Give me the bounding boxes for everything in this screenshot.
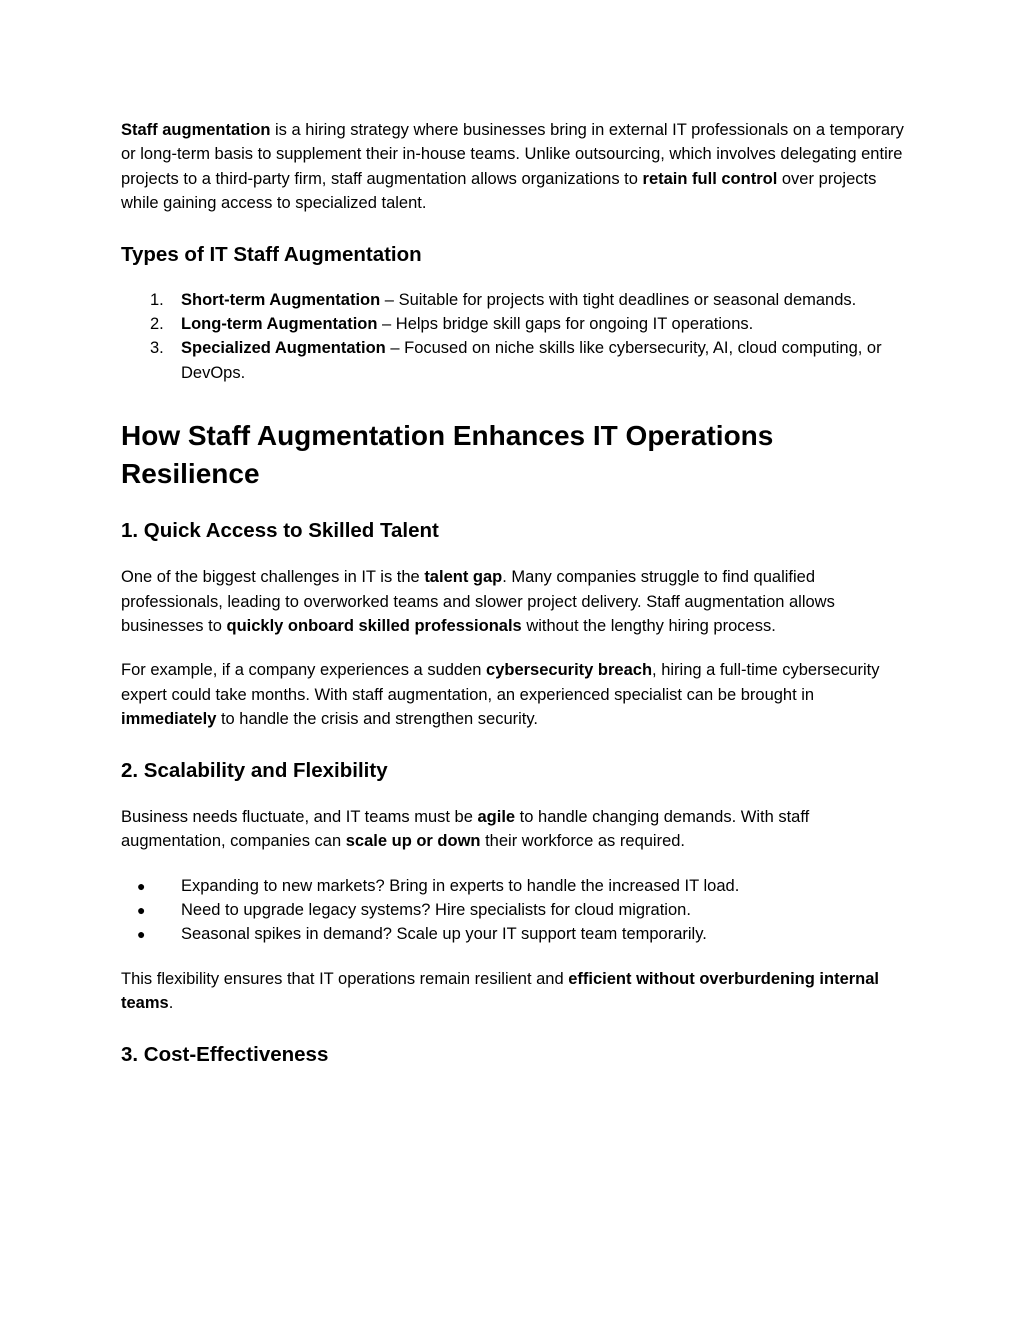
types-heading: Types of IT Staff Augmentation [121, 242, 422, 266]
section1-paragraph-1: One of the biggest challenges in IT is the talent gap. Many companies struggle to find qualified professionals, leading to overworked teams and slower project delivery. Staff augmentation allows businesses to quickly onboard skilled professionals without the lengthy hiring process. [121, 568, 835, 636]
list-item: ● Need to upgrade legacy systems? Hire specialists for cloud migration. [121, 898, 911, 922]
intro-paragraph: Staff augmentation is a hiring strategy where businesses bring in external IT professionals on a temporary or long-term basis to supplement their in-house teams. Unlike outsourcing, which involves delegating entire projects to a third-party firm, staff augmentation allows organizations to retain full control over projects while gaining access to specialized talent. [121, 121, 904, 213]
bullet-icon: ● [137, 877, 146, 894]
section2-bullet-list [121, 874, 911, 947]
list-item: ● Expanding to new markets? Bring in experts to handle the increased IT load. [121, 874, 911, 898]
section2-paragraph-1: Business needs fluctuate, and IT teams must be agile to handle changing demands. With staff augmentation, companies can scale up or down their workforce as required. [121, 807, 810, 851]
section2-heading: 2. Scalability and Flexibility [121, 758, 388, 782]
bullet-icon: ● [137, 901, 146, 918]
list-item: 1. Short-term Augmentation – Suitable for projects with tight deadlines or seasonal demands. [150, 290, 857, 309]
bullet-icon: ● [137, 926, 146, 943]
list-item: 3. Specialized Augmentation – Focused on niche skills like cybersecurity, AI, cloud computing, or DevOps. [150, 339, 882, 382]
section3-heading: 3. Cost-Effectiveness [121, 1042, 329, 1066]
document-page [121, 118, 911, 1068]
intro-lead-bold: Staff augmentation [121, 121, 271, 139]
section1-heading: 1. Quick Access to Skilled Talent [121, 519, 439, 543]
list-item: 2. Long-term Augmentation – Helps bridge skill gaps for ongoing IT operations. [150, 315, 754, 334]
section2-paragraph-2: This flexibility ensures that IT operations remain resilient and efficient without overburdening internal teams. [121, 969, 880, 1013]
main-heading: How Staff Augmentation Enhances IT Operations Resilience [121, 420, 774, 489]
list-item: ● Seasonal spikes in demand? Scale up your IT support team temporarily. [121, 922, 911, 946]
types-list [121, 288, 911, 386]
section1-paragraph-2: For example, if a company experiences a sudden cybersecurity breach, hiring a full-time cybersecurity expert could take months. With staff augmentation, an experienced specialist can be brought in immediately to handle the crisis and strengthen security. [121, 661, 880, 729]
